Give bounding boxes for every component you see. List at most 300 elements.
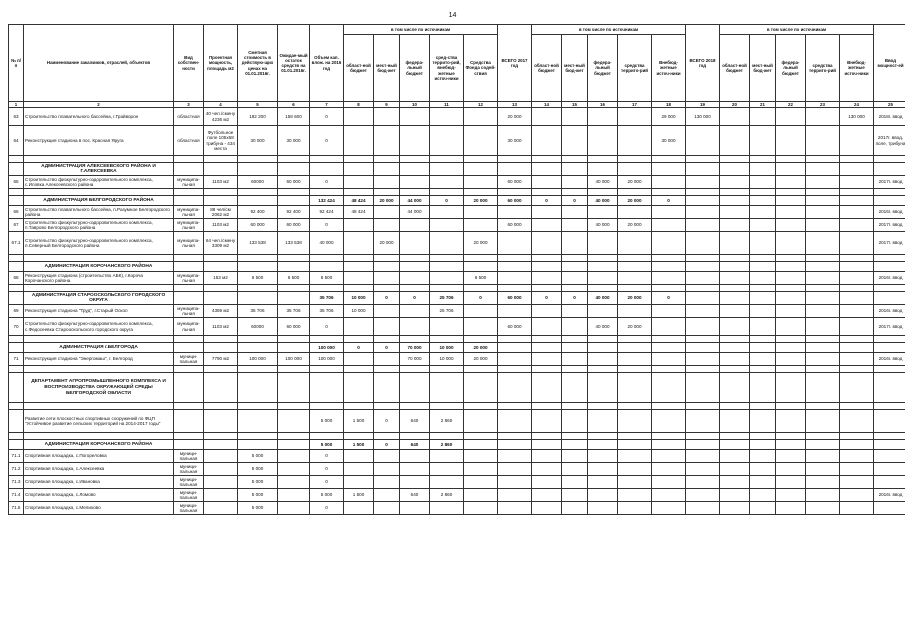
section-total-cell: 10 000 [344, 292, 374, 305]
empty-cell [9, 189, 24, 196]
table-row [9, 232, 905, 255]
section-title: АДМИНИСТРАЦИЯ СТАРООСКОЛЬСКОГО ГОРОДСКОГО ОКРУГА [24, 292, 174, 305]
table-cell [840, 206, 874, 219]
table-cell [588, 206, 618, 219]
empty-cell [204, 156, 238, 163]
section-total-cell [806, 285, 840, 292]
table-cell [806, 463, 840, 476]
table-cell: 20 000 [618, 176, 652, 189]
object-name-cell: Реконструкция стадиона (строительство АБК), г.Короча Корочанского района [24, 272, 174, 285]
section-total-cell [618, 433, 652, 440]
table-cell [618, 272, 652, 285]
table-cell [400, 463, 430, 476]
table-cell [374, 206, 400, 219]
table-cell: муниципа-льная [174, 206, 204, 219]
row-number-cell: 67 [9, 219, 24, 232]
table-cell [464, 206, 498, 219]
table-cell: 2016г. ввод [874, 353, 905, 366]
empty-cell [278, 285, 310, 292]
table-cell [562, 318, 588, 336]
table-cell [204, 489, 238, 502]
table-cell [720, 206, 750, 219]
section-total-cell [776, 156, 806, 163]
column-number-cell: 4 [204, 102, 238, 108]
table-cell [686, 489, 720, 502]
table-cell: областная [174, 108, 204, 126]
section-total-cell [310, 163, 344, 176]
empty-cell [9, 262, 24, 272]
section-total-cell [806, 366, 840, 373]
section-total-cell [532, 163, 562, 176]
section-total-cell [498, 403, 532, 410]
section-total-cell [720, 433, 750, 440]
section-total-cell: 2 860 [430, 440, 464, 450]
table-cell [278, 463, 310, 476]
table-cell [374, 126, 400, 156]
table-cell [588, 305, 618, 318]
section-total-cell [310, 285, 344, 292]
section-total-cell [652, 163, 686, 176]
row-number-cell: 69 [9, 305, 24, 318]
table-cell: 2017г. ввод [874, 176, 905, 189]
section-title: АДМИНИСТРАЦИЯ БЕЛГОРОДСКОГО РАЙОНА [24, 196, 174, 206]
table-cell [720, 450, 750, 463]
table-cell [344, 108, 374, 126]
col-header: средства террито-рий [618, 35, 652, 102]
empty-cell [204, 262, 238, 272]
section-total-cell: 35 706 [310, 292, 344, 305]
table-cell: 10 000 [344, 305, 374, 318]
section-total-cell [750, 373, 776, 403]
section-total-cell [776, 262, 806, 272]
table-cell [720, 476, 750, 489]
table-cell [750, 353, 776, 366]
table-cell [750, 108, 776, 126]
table-cell [430, 318, 464, 336]
table-cell [344, 232, 374, 255]
row-number-cell: 63 [9, 108, 24, 126]
section-total-cell [720, 262, 750, 272]
section-total-cell [374, 403, 400, 410]
table-cell: 5 000 [238, 476, 278, 489]
section-total-cell [430, 189, 464, 196]
table-cell [430, 272, 464, 285]
table-cell [750, 305, 776, 318]
empty-cell [174, 156, 204, 163]
table-cell [776, 108, 806, 126]
section-total-cell: 0 [652, 292, 686, 305]
object-name-cell: Реконструкция стадиона в пос. Красная Яруга [24, 126, 174, 156]
section-total-cell [310, 403, 344, 410]
table-row [9, 489, 905, 502]
empty-cell [238, 336, 278, 343]
section-total-cell [374, 262, 400, 272]
table-cell [686, 463, 720, 476]
section-total-cell [750, 262, 776, 272]
section-total-cell: 40 000 [588, 196, 618, 206]
section-total-cell [498, 343, 532, 353]
table-cell [174, 410, 204, 433]
row-number-cell: 71.3 [9, 476, 24, 489]
section-total-cell [588, 163, 618, 176]
table-cell: 153 м2 [204, 272, 238, 285]
section-total-cell [532, 433, 562, 440]
table-body [9, 108, 905, 515]
section-total-cell: 25 706 [430, 292, 464, 305]
section-total-cell [776, 336, 806, 343]
table-cell: 20 000 [498, 108, 532, 126]
table-row [9, 502, 905, 515]
empty-cell [174, 255, 204, 262]
table-cell: муници-пальная [174, 476, 204, 489]
table-cell [562, 476, 588, 489]
section-total-cell [562, 373, 588, 403]
col-header: федера-льный бюджет [400, 35, 430, 102]
table-cell [374, 272, 400, 285]
table-cell [532, 353, 562, 366]
section-total-cell [840, 255, 874, 262]
table-cell [344, 463, 374, 476]
section-total-cell [430, 336, 464, 343]
section-total-cell [430, 163, 464, 176]
table-cell [618, 410, 652, 433]
table-cell: 29 000 [652, 108, 686, 126]
table-cell: 0 [310, 176, 344, 189]
empty-cell [204, 336, 238, 343]
section-total-cell [750, 440, 776, 450]
table-cell [204, 450, 238, 463]
table-cell [464, 463, 498, 476]
table-cell: 20 000 [618, 219, 652, 232]
empty-cell [9, 366, 24, 373]
col-header: Ввод мощност-ей [874, 25, 905, 102]
table-cell [776, 353, 806, 366]
investment-table [8, 24, 905, 515]
table-cell [464, 318, 498, 336]
section-total-cell [686, 343, 720, 353]
section-total-cell: 48 424 [344, 196, 374, 206]
section-total-cell [874, 189, 905, 196]
table-cell: муници-пальная [174, 502, 204, 515]
column-number-cell: 19 [686, 102, 720, 108]
table-cell [618, 489, 652, 502]
section-total-cell [532, 343, 562, 353]
table-cell [532, 489, 562, 502]
table-cell [464, 305, 498, 318]
section-total-cell [652, 262, 686, 272]
table-cell [840, 305, 874, 318]
table-cell [400, 219, 430, 232]
table-cell: 640 [400, 489, 430, 502]
table-cell [430, 206, 464, 219]
table-cell [464, 176, 498, 189]
table-cell [532, 463, 562, 476]
table-cell: 92 400 [238, 206, 278, 219]
table-cell: 158 600 [278, 108, 310, 126]
row-number-cell [9, 410, 24, 433]
table-cell [588, 353, 618, 366]
table-cell: 2 860 [430, 410, 464, 433]
table-cell [498, 502, 532, 515]
section-total-cell [874, 285, 905, 292]
table-cell [498, 463, 532, 476]
section-total-cell [652, 156, 686, 163]
table-cell [776, 502, 806, 515]
section-total-cell: 20 000 [464, 196, 498, 206]
table-cell [776, 206, 806, 219]
table-cell [806, 450, 840, 463]
section-title [24, 336, 174, 343]
table-cell: 60000 [238, 176, 278, 189]
table-cell: муници-пальная [174, 463, 204, 476]
table-cell [374, 463, 400, 476]
section-total-cell [588, 285, 618, 292]
section-total-cell [618, 336, 652, 343]
section-total-cell [720, 156, 750, 163]
section-total-cell [430, 366, 464, 373]
table-cell [204, 476, 238, 489]
section-total-cell [430, 403, 464, 410]
section-total-cell [310, 373, 344, 403]
table-cell: 60 000 [238, 219, 278, 232]
table-cell [686, 219, 720, 232]
section-total-cell [310, 433, 344, 440]
section-total-cell [618, 262, 652, 272]
section-total-cell [840, 262, 874, 272]
table-cell [686, 272, 720, 285]
table-cell: 5 000 [238, 463, 278, 476]
table-cell [686, 305, 720, 318]
section-total-cell [344, 366, 374, 373]
object-name-cell: Спортивная площадка, с.Мелихово [24, 502, 174, 515]
section-total-cell [652, 366, 686, 373]
section-total-cell [806, 255, 840, 262]
table-cell [532, 108, 562, 126]
row-number-cell: 68 [9, 272, 24, 285]
section-row [9, 366, 905, 373]
table-cell [400, 232, 430, 255]
section-total-cell [464, 403, 498, 410]
section-total-cell [374, 285, 400, 292]
section-total-cell [776, 285, 806, 292]
section-total-cell [874, 262, 905, 272]
table-cell [204, 502, 238, 515]
row-number-cell: 71 [9, 353, 24, 366]
section-total-cell [874, 196, 905, 206]
section-row [9, 373, 905, 403]
section-total-cell [720, 366, 750, 373]
source-group-header-2017: в том числе по источникам [532, 25, 686, 35]
section-total-cell [806, 440, 840, 450]
section-total-cell [750, 343, 776, 353]
table-cell [374, 353, 400, 366]
table-cell [562, 126, 588, 156]
table-cell: 40 000 [588, 176, 618, 189]
empty-cell [204, 440, 238, 450]
table-cell [720, 232, 750, 255]
table-cell [720, 318, 750, 336]
section-total-cell [652, 440, 686, 450]
section-row [9, 189, 905, 196]
section-title: ДЕПАРТАМЕНТ АГРОПРОМЫШЛЕННОГО КОМПЛЕКСА И ВОСПРОИЗВОДСТВА ОКРУЖАЮЩЕЙ СРЕДЫ БЕЛГОРОДСКОЙ ОБЛАСТИ [24, 373, 174, 403]
section-row [9, 163, 905, 176]
table-cell [498, 410, 532, 433]
table-cell [374, 176, 400, 189]
section-total-cell [618, 189, 652, 196]
table-cell: муниципа-льная [174, 305, 204, 318]
table-cell [430, 502, 464, 515]
table-cell [400, 476, 430, 489]
table-cell [374, 305, 400, 318]
section-total-cell [618, 366, 652, 373]
table-cell [498, 353, 532, 366]
empty-cell [278, 343, 310, 353]
table-cell [750, 489, 776, 502]
section-total-cell [588, 343, 618, 353]
col-header: средства террито-рий [806, 35, 840, 102]
table-cell [750, 219, 776, 232]
section-total-cell [750, 366, 776, 373]
table-cell [652, 450, 686, 463]
table-cell: 133 538 [238, 232, 278, 255]
section-total-cell [498, 336, 532, 343]
section-total-cell [588, 403, 618, 410]
col-header: Сметная стоимость в действую-щих ценах на 01.01.2016г. [238, 25, 278, 102]
empty-cell [204, 433, 238, 440]
table-cell: 2017г. ввод [874, 232, 905, 255]
empty-cell [278, 262, 310, 272]
section-total-cell [874, 255, 905, 262]
table-row [9, 463, 905, 476]
table-cell [464, 126, 498, 156]
table-cell [750, 126, 776, 156]
table-cell: 4369 м2 [204, 305, 238, 318]
source-group-header-2016: в том числе по источникам [344, 25, 498, 35]
table-cell: муници-пальная [174, 450, 204, 463]
table-cell [750, 476, 776, 489]
section-total-cell [344, 403, 374, 410]
section-total-cell [532, 285, 562, 292]
empty-cell [204, 373, 238, 403]
table-cell [562, 305, 588, 318]
object-name-cell: Строительство плавательного бассейна, п.Разумное Белгородского района [24, 206, 174, 219]
table-cell [750, 272, 776, 285]
section-total-cell: 0 [532, 292, 562, 305]
section-total-cell [776, 189, 806, 196]
section-total-cell: 0 [374, 440, 400, 450]
section-total-cell [562, 285, 588, 292]
table-cell [562, 206, 588, 219]
section-total-cell [532, 262, 562, 272]
section-total-cell [464, 189, 498, 196]
section-total-cell [464, 163, 498, 176]
object-name-cell: Развитие сети плоскостных спортивных сооружений по ФЦП "Устойчивое развитие сельских территорий на 2014-2017 годы" [24, 410, 174, 433]
empty-cell [204, 196, 238, 206]
section-total-cell [374, 189, 400, 196]
table-cell [750, 232, 776, 255]
section-total-cell [776, 196, 806, 206]
table-cell [652, 502, 686, 515]
table-cell [720, 463, 750, 476]
section-total-cell [532, 189, 562, 196]
column-number-cell: 21 [750, 102, 776, 108]
table-row [9, 353, 905, 366]
empty-cell [204, 292, 238, 305]
table-cell [840, 126, 874, 156]
table-cell: 640 [400, 410, 430, 433]
table-cell [618, 450, 652, 463]
table-header [9, 25, 905, 108]
section-total-cell [806, 196, 840, 206]
section-total-cell [344, 373, 374, 403]
section-total-cell [720, 373, 750, 403]
table-row [9, 176, 905, 189]
column-number-cell: 11 [430, 102, 464, 108]
table-cell [840, 476, 874, 489]
table-cell [532, 476, 562, 489]
section-total-cell [562, 189, 588, 196]
table-cell: 130 000 [686, 108, 720, 126]
empty-cell [278, 336, 310, 343]
col-header: Средства Фонда содей-ствия [464, 35, 498, 102]
section-total-cell [618, 163, 652, 176]
section-total-cell [498, 366, 532, 373]
table-cell [278, 410, 310, 433]
row-number-cell: 70 [9, 318, 24, 336]
section-total-cell [720, 196, 750, 206]
table-cell [840, 272, 874, 285]
table-cell [430, 126, 464, 156]
section-total-cell [588, 189, 618, 196]
col-header: област-ной бюджет [532, 35, 562, 102]
empty-cell [204, 163, 238, 176]
table-cell [750, 410, 776, 433]
table-cell [278, 489, 310, 502]
empty-cell [278, 292, 310, 305]
table-cell [720, 410, 750, 433]
section-total-cell [806, 373, 840, 403]
table-row [9, 450, 905, 463]
table-cell [532, 318, 562, 336]
empty-cell [238, 343, 278, 353]
table-cell [400, 176, 430, 189]
section-total-cell [344, 255, 374, 262]
object-name-cell: Строительство физкультурно-оздоровительного комплекса, с.Федосеевка Старооскольского городского округа [24, 318, 174, 336]
section-total-cell [588, 433, 618, 440]
section-total-cell [344, 336, 374, 343]
section-total-cell [686, 292, 720, 305]
table-cell [618, 476, 652, 489]
section-total-cell [400, 366, 430, 373]
table-cell: 6 500 [464, 272, 498, 285]
table-cell: 60 000 [498, 176, 532, 189]
table-cell [498, 232, 532, 255]
table-cell [532, 206, 562, 219]
table-cell [374, 318, 400, 336]
table-cell: 30 000 [498, 126, 532, 156]
table-cell: 133 538 [278, 232, 310, 255]
section-row [9, 196, 905, 206]
table-cell [776, 476, 806, 489]
section-total-cell [874, 343, 905, 353]
section-total-cell [498, 440, 532, 450]
section-total-cell [720, 343, 750, 353]
section-total-cell [750, 433, 776, 440]
row-number-cell: 71.2 [9, 463, 24, 476]
table-cell: областная [174, 126, 204, 156]
empty-cell [238, 440, 278, 450]
table-cell [588, 450, 618, 463]
